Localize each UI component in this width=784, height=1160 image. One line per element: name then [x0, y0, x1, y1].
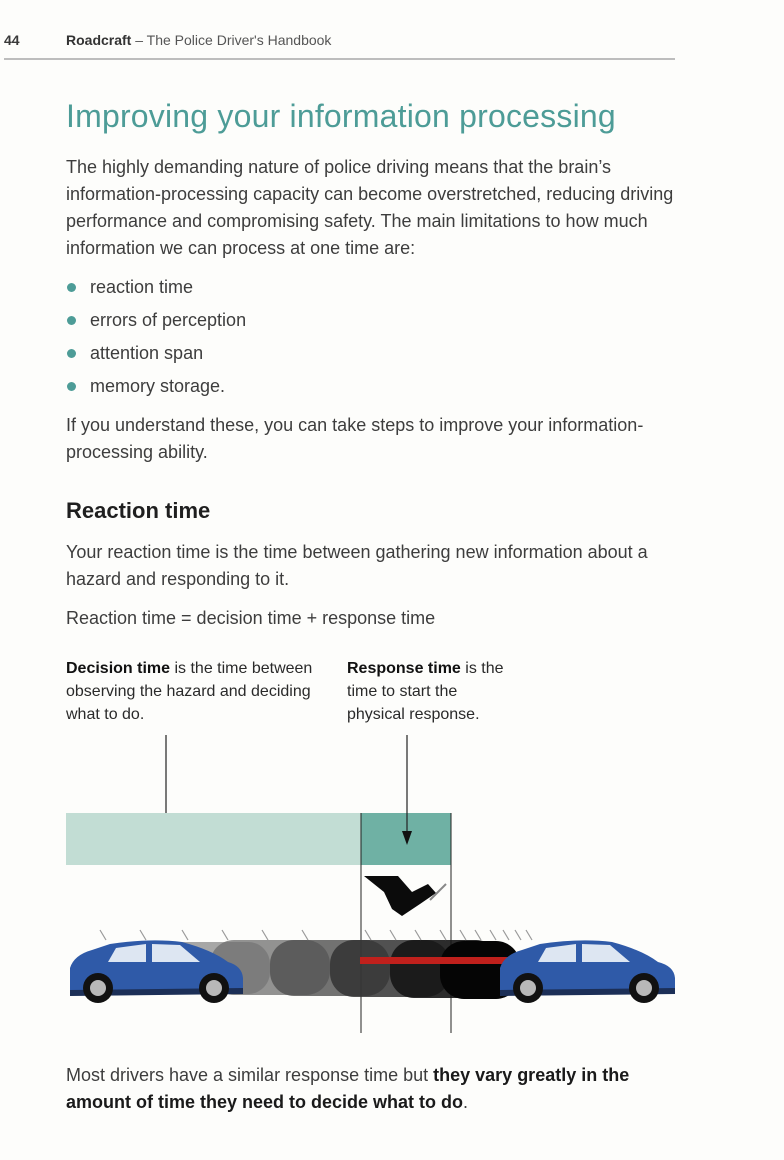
bullet-dot-icon	[67, 283, 76, 292]
closing-paragraph	[66, 1062, 686, 1116]
page-number: 44	[4, 32, 20, 48]
reaction-formula: Reaction time = decision time + response time	[66, 608, 436, 628]
foot-pedal-icon	[364, 876, 446, 916]
list-item-text: memory storage.	[90, 376, 226, 396]
decision-caption-bold: Decision time	[66, 660, 171, 677]
list-item-text: errors of perception	[90, 310, 247, 330]
bullet-dot-icon	[67, 382, 76, 391]
limitations-list	[66, 274, 246, 406]
list-item-text: reaction time	[90, 277, 194, 297]
closing-end: .	[463, 1092, 469, 1112]
outro-paragraph: If you understand these, you can take steps to improve your information-processing ability.	[66, 415, 644, 462]
reaction-heading: Reaction time	[66, 498, 211, 523]
list-item	[66, 274, 246, 307]
decision-caption	[66, 657, 316, 726]
closing-bold-text: they vary greatly in the amount of time they need to decide what to do	[66, 1065, 630, 1112]
book-title: Roadcraft	[66, 32, 132, 48]
running-header	[66, 32, 331, 48]
book-subtitle: – The Police Driver's Handbook	[131, 32, 332, 48]
response-caption	[347, 657, 517, 726]
list-item	[66, 340, 246, 373]
reaction-paragraph: Your reaction time is the time between gathering new information about a hazard and responding to it.	[66, 542, 648, 589]
bullet-dot-icon	[67, 349, 76, 358]
intro-paragraph: The highly demanding nature of police driving means that the brain’s information-processing capacity can become overstretched, reducing driving performance and compromising safety. The main limitations to how much information we can process at one time are:	[66, 157, 674, 258]
list-item	[66, 373, 246, 406]
bullet-dot-icon	[67, 316, 76, 325]
car-end-icon	[500, 940, 675, 1003]
reaction-diagram	[0, 720, 784, 1040]
decision-time-bar	[66, 813, 361, 865]
list-item	[66, 307, 246, 340]
decision-caption-text: is the time between observing the hazard and deciding what to do.	[66, 660, 313, 723]
section-title: Improving your information processing	[66, 98, 616, 134]
list-item-text: attention span	[90, 343, 204, 363]
closing-text: Most drivers have a similar response time but	[66, 1065, 434, 1085]
response-caption-text: is the time to start the physical response.	[347, 660, 504, 723]
response-caption-bold: Response time	[347, 660, 461, 677]
header-rule	[4, 58, 675, 60]
